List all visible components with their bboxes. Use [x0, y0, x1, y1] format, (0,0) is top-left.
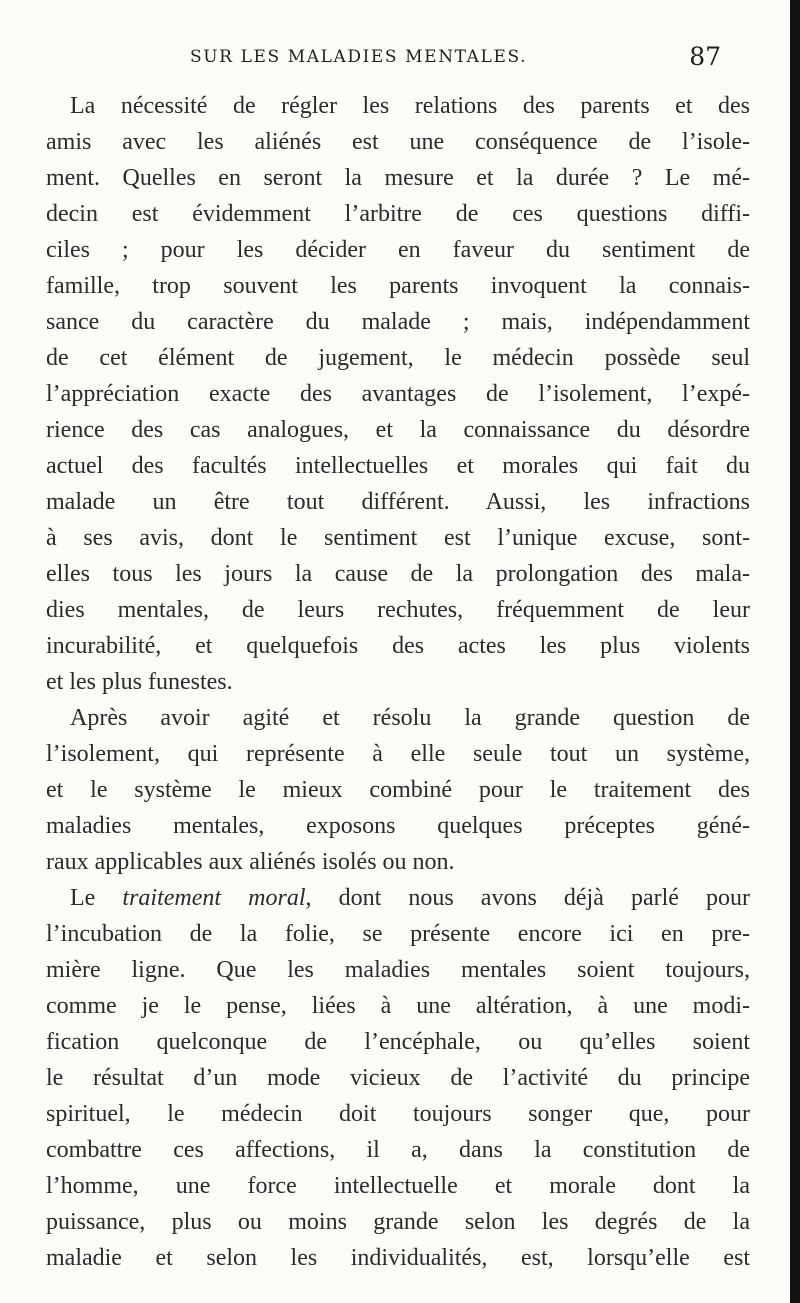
text-line: raux applicables aux aliénés isolés ou non.	[46, 849, 455, 875]
running-head: SUR LES MALADIES MENTALES.	[190, 47, 528, 67]
text-line: decin est évidemment l’arbitre de ces questions diffi-	[46, 201, 750, 227]
text-line: mière ligne. Que les maladies mentales soient toujours,	[46, 957, 750, 983]
text-line: rience des cas analogues, et la connaissance du désordre	[46, 417, 750, 443]
text-line: et le système le mieux combiné pour le traitement des	[46, 777, 750, 803]
text-line: à ses avis, dont le sentiment est l’unique excuse, sont-	[46, 525, 750, 551]
text-line: le résultat d’un mode vicieux de l’activité du principe	[46, 1065, 750, 1091]
text-line: ciles ; pour les décider en faveur du sentiment de	[46, 237, 750, 263]
text-line: actuel des facultés intellectuelles et morales qui fait du	[46, 453, 750, 479]
body-text	[46, 88, 750, 1276]
text-line: spirituel, le médecin doit toujours songer que, pour	[46, 1101, 750, 1127]
text-line: fication quelconque de l’encéphale, ou qu’elles soient	[46, 1029, 750, 1055]
text-line: La nécessité de régler les relations des parents et des	[70, 93, 750, 119]
text-line: elles tous les jours la cause de la prolongation des mala-	[46, 561, 750, 587]
text-line-with-italic	[46, 880, 750, 916]
text-line: maladie et selon les individualités, est, lorsqu’elle est	[46, 1245, 750, 1271]
text-segment: Le	[70, 885, 123, 911]
text-line: incurabilité, et quelquefois des actes les plus violents	[46, 633, 750, 659]
text-line: l’incubation de la folie, se présente encore ici en pre-	[46, 921, 750, 947]
text-line: et les plus funestes.	[46, 669, 233, 695]
page-number: 87	[689, 42, 721, 71]
italic-term: traitement moral	[122, 885, 306, 911]
text-line: sance du caractère du malade ; mais, indépendamment	[46, 309, 750, 335]
text-line: l’homme, une force intellectuelle et morale dont la	[46, 1173, 750, 1199]
text-line: ment. Quelles en seront la mesure et la durée ? Le mé-	[46, 165, 750, 191]
text-line: amis avec les aliénés est une conséquence de l’isole-	[46, 129, 750, 155]
text-line: dies mentales, de leurs rechutes, fréquemment de leur	[46, 597, 750, 623]
text-line: Après avoir agité et résolu la grande question de	[70, 705, 750, 731]
text-line: l’appréciation exacte des avantages de l’isolement, l’expé-	[46, 381, 750, 407]
text-segment: , dont nous avons déjà parlé pour	[305, 885, 750, 911]
text-line: famille, trop souvent les parents invoquent la connais-	[46, 273, 750, 299]
text-line: puissance, plus ou moins grande selon les degrés de la	[46, 1209, 750, 1235]
text-line: comme je le pense, liées à une altération, à une modi-	[46, 993, 750, 1019]
text-line: de cet élément de jugement, le médecin possède seul	[46, 345, 750, 371]
text-line: l’isolement, qui représente à elle seule tout un système,	[46, 741, 750, 767]
text-line: combattre ces affections, il a, dans la constitution de	[46, 1137, 750, 1163]
text-line: malade un être tout différent. Aussi, les infractions	[46, 489, 750, 515]
text-line: maladies mentales, exposons quelques préceptes géné-	[46, 813, 750, 839]
